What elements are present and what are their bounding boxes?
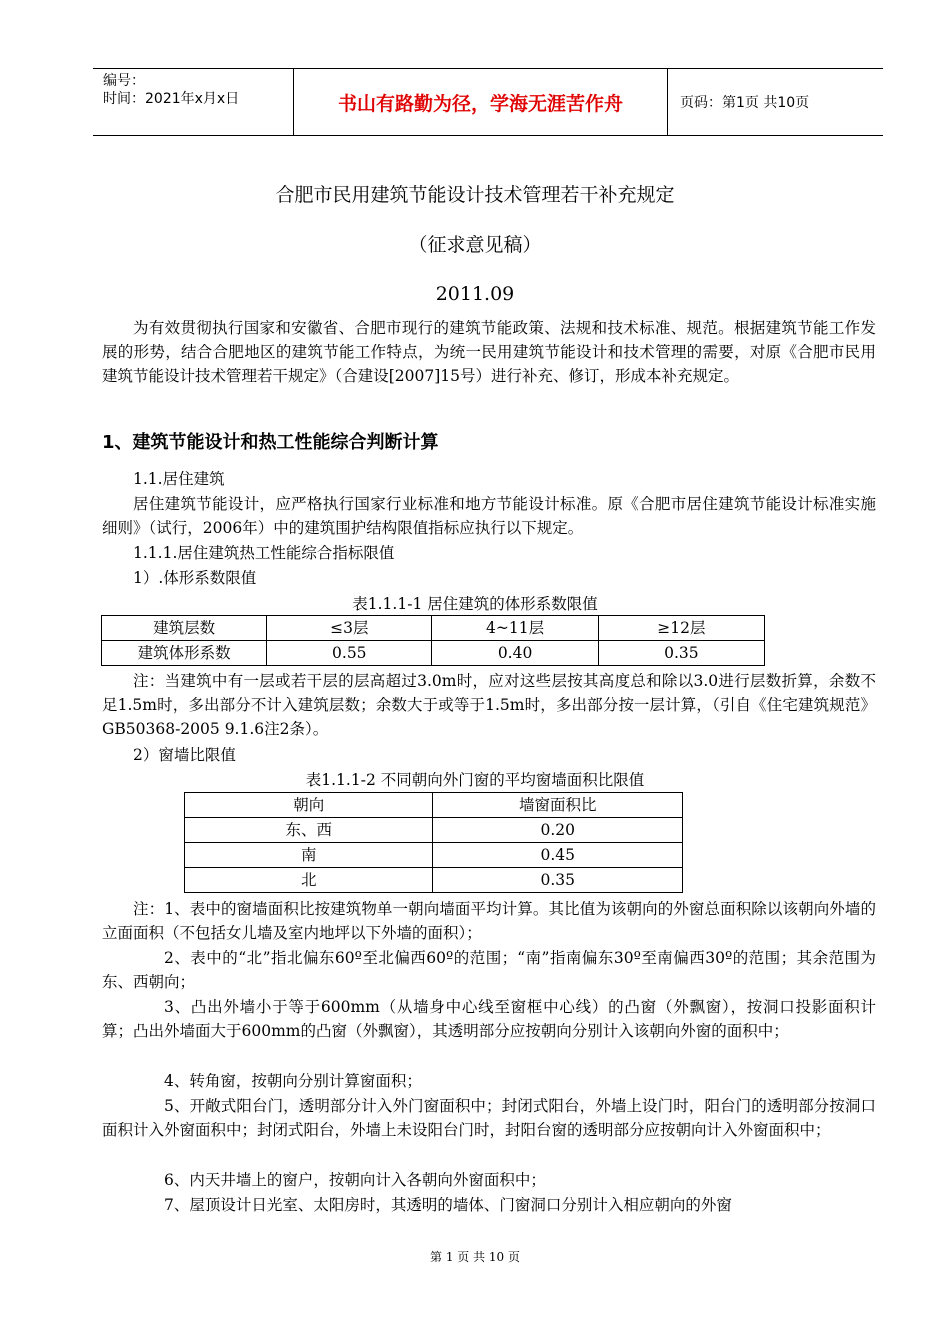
- header-page-label: 页码：第1页 共10页: [680, 95, 810, 111]
- table-cell: 0.20: [433, 818, 683, 843]
- table-header-cell: 建筑层数: [102, 616, 267, 641]
- table-header-cell: 墙窗面积比: [433, 793, 683, 818]
- table-cell: 建筑体形系数: [102, 641, 267, 666]
- table-cell: 0.40: [432, 641, 598, 666]
- table-row: [185, 868, 683, 893]
- table-caption: 表1.1.1-2 不同朝向外门窗的平均窗墙面积比限值: [305, 771, 645, 789]
- table-note: 2、表中的“北”指北偏东60º至北偏西60º的范围；“南”指南偏东30º至南偏西30º的范围；其余范围为东、西朝向；: [102, 949, 876, 991]
- table-cell: 东、西: [185, 818, 433, 843]
- table-row: [185, 818, 683, 843]
- subsection-title: 1.1.1.居住建筑热工性能综合指标限值: [133, 544, 395, 562]
- table-row: [185, 843, 683, 868]
- section-paragraph: 居住建筑节能设计，应严格执行国家行业标准和地方节能设计标准。原《合肥市居住建筑节能设计标准实施细则》（试行，2006年）中的建筑围护结构限值指标应执行以下规定。: [102, 495, 876, 537]
- table-note: 5、开敞式阳台门，透明部分计入外门窗面积中；封闭式阳台，外墙上设门时，阳台门的透明部分按洞口面积计入外窗面积中；封闭式阳台，外墙上未设阳台门时，封阳台窗的透明部分应按朝向计入外窗面积中；: [102, 1097, 876, 1139]
- table-header-cell: ≥12层: [598, 616, 764, 641]
- document-header: [93, 68, 883, 136]
- table-header-row: [185, 793, 683, 818]
- table-note: 注：1、表中的窗墙面积比按建筑物单一朝向墙面平均计算。其比值为该朝向的外窗总面积除以该朝向外墙的立面面积（不包括女儿墙及室内地坪以下外墙的面积）；: [102, 900, 876, 942]
- table-cell: 0.35: [433, 868, 683, 893]
- table-cell: 南: [185, 843, 433, 868]
- table-header-cell: ≤3层: [267, 616, 432, 641]
- table-header-cell: 朝向: [185, 793, 433, 818]
- page-footer: 第 1 页 共 10 页: [430, 1250, 520, 1264]
- page-title: 合肥市民用建筑节能设计技术管理若干补充规定: [275, 184, 675, 206]
- table-note: 注：当建筑中有一层或若干层的层高超过3.0m时，应对这些层按其高度总和除以3.0进行层数折算，余数不足1.5m时，多出部分不计入建筑层数；余数大于或等于1.5m时，多出部分按一层计算，（引自《住宅建筑规范》GB50368-2005 9.1.6注2条）。: [102, 672, 876, 738]
- section-heading: 1、建筑节能设计和热工性能综合判断计算: [102, 432, 439, 453]
- table-cell: 0.35: [598, 641, 764, 666]
- header-meta: [93, 69, 294, 135]
- table-cell: 0.55: [267, 641, 432, 666]
- table-note: 7、屋顶设计日光室、太阳房时，其透明的墙体、门窗洞口分别计入相应朝向的外窗: [164, 1196, 732, 1214]
- header-motto: 书山有路勤为径，学海无涯苦作舟: [294, 69, 668, 135]
- table-row: [102, 641, 765, 666]
- time-label: 时间：2021年x月x日: [103, 91, 240, 107]
- table-header-cell: 4~11层: [432, 616, 598, 641]
- table-note: 3、凸出外墙小于等于600mm（从墙身中心线至窗框中心线）的凸窗（外飘窗），按洞口投影面积计算；凸出外墙面大于600mm的凸窗（外飘窗），其透明部分应按朝向分别计入该朝向外窗的面积中；: [102, 998, 876, 1040]
- shape-coefficient-table: [101, 615, 765, 666]
- window-wall-ratio-table: [184, 792, 683, 893]
- page-subtitle: （征求意见稿）: [408, 234, 542, 256]
- code-label: 编号：: [103, 73, 145, 89]
- table-header-row: [102, 616, 765, 641]
- subsection-title: 1.1.居住建筑: [133, 470, 225, 488]
- list-item: 1）.体形系数限值: [133, 569, 257, 587]
- list-item: 2）窗墙比限值: [133, 746, 236, 764]
- table-caption: 表1.1.1-1 居住建筑的体形系数限值: [352, 595, 598, 613]
- table-note: 4、转角窗，按朝向分别计算窗面积；: [164, 1072, 422, 1090]
- table-cell: 0.45: [433, 843, 683, 868]
- table-note: 6、内天井墙上的窗户，按朝向计入各朝向外窗面积中；: [164, 1171, 546, 1189]
- intro-paragraph: 为有效贯彻执行国家和安徽省、合肥市现行的建筑节能政策、法规和技术标准、规范。根据建筑节能工作发展的形势，结合合肥地区的建筑节能工作特点，为统一民用建筑节能设计和技术管理的需要，对原《合肥市民用建筑节能设计技术管理若干规定》（合建设[2007]15号）进行补充、修订，形成本补充规定。: [102, 319, 876, 385]
- table-cell: 北: [185, 868, 433, 893]
- page-date: 2011.09: [435, 283, 515, 305]
